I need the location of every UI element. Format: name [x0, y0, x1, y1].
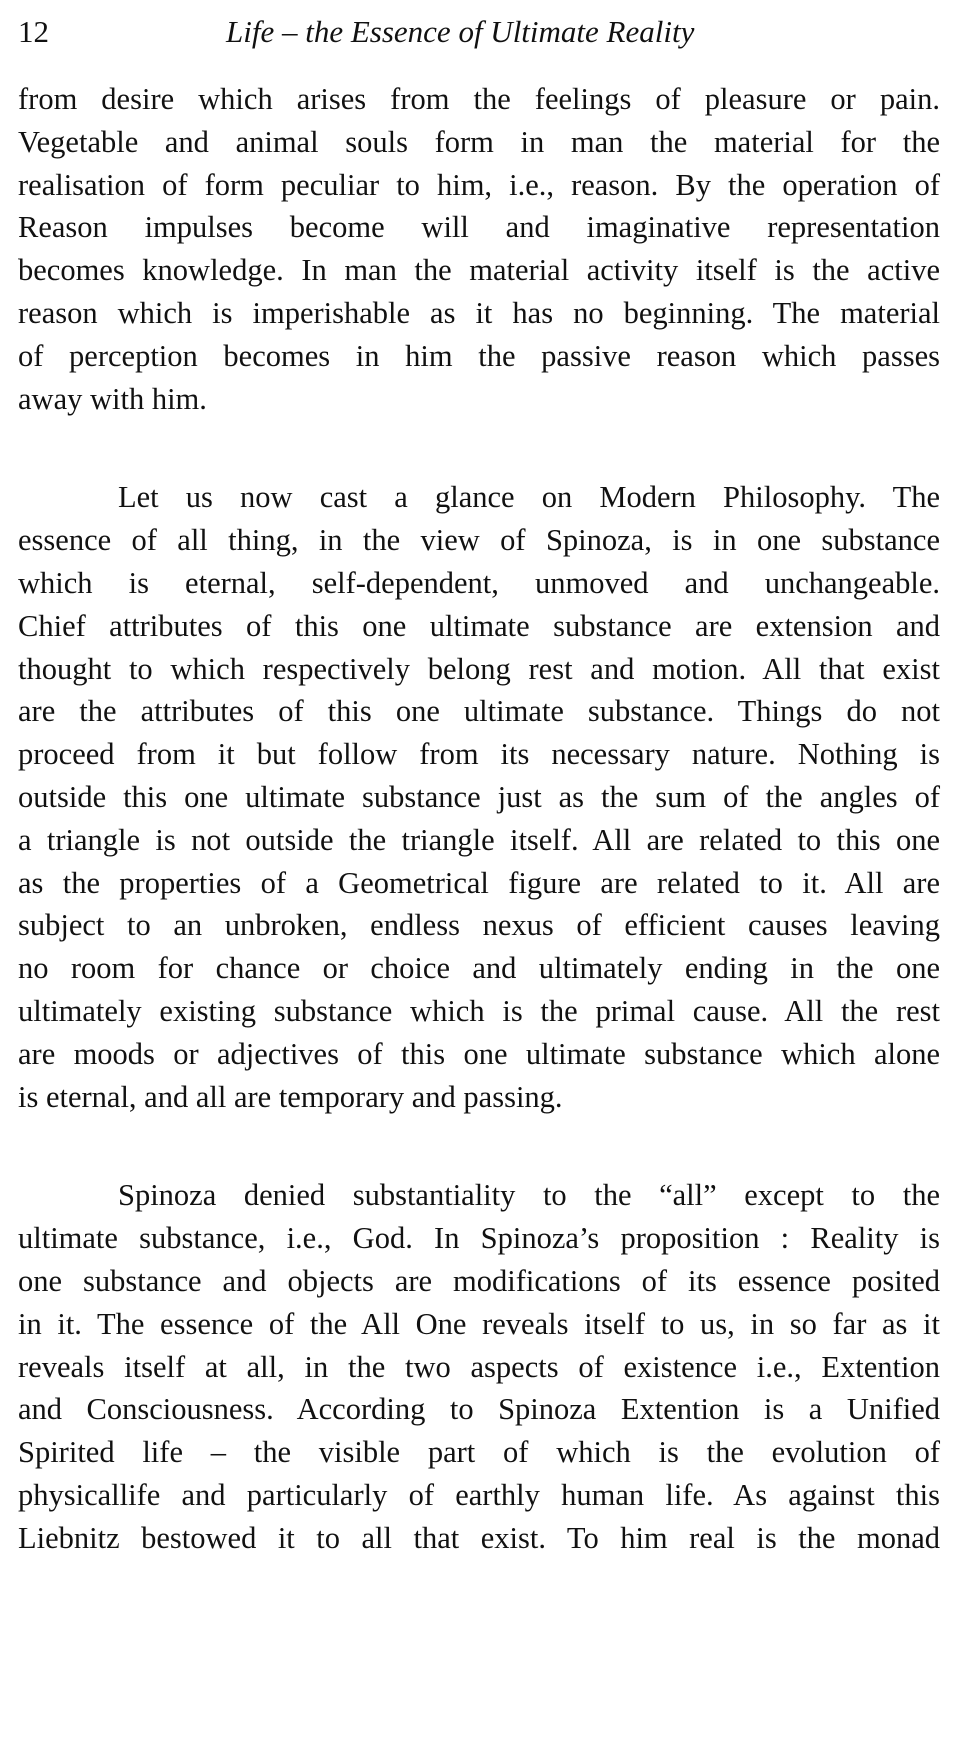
text-line: ultimate substance, i.e., God. In Spinoza’s proposition : Reality is — [18, 1221, 940, 1256]
body-text — [18, 78, 940, 1560]
text-line: are the attributes of this one ultimate substance. Things do not — [18, 694, 940, 729]
text-line: of perception becomes in him the passive reason which passes — [18, 338, 940, 373]
text-line: Let us now cast a glance on Modern Philosophy. The — [118, 480, 940, 515]
text-line: physicallife and particularly of earthly human life. As against this — [18, 1477, 940, 1512]
text-line: in it. The essence of the All One reveals itself to us, in so far as it — [18, 1306, 940, 1341]
paragraph-2 — [18, 476, 940, 1118]
paragraph-3 — [18, 1174, 940, 1559]
text-line: no room for chance or choice and ultimately ending in the one — [18, 951, 940, 986]
text-line: is eternal, and all are temporary and passing. — [18, 1079, 563, 1114]
text-line: which is eternal, self-dependent, unmoved and unchangeable. — [18, 565, 940, 600]
text-line: proceed from it but follow from its necessary nature. Nothing is — [18, 737, 940, 772]
text-line: one substance and objects are modifications of its essence posited — [18, 1263, 940, 1298]
text-line: reveals itself at all, in the two aspects of existence i.e., Extention — [18, 1349, 940, 1384]
text-line: away with him. — [18, 381, 207, 416]
text-line: from desire which arises from the feelings of pleasure or pain. — [18, 82, 940, 116]
text-line: essence of all thing, in the view of Spinoza, is in one substance — [18, 523, 940, 558]
text-line: reason which is imperishable as it has no beginning. The material — [18, 295, 940, 330]
text-line: Vegetable and animal souls form in man the material for the — [18, 124, 940, 159]
text-line: as the properties of a Geometrical figure are related to it. All are — [18, 865, 940, 900]
text-line: Reason impulses become will and imaginative representation — [18, 210, 940, 245]
text-line: Liebnitz bestowed it to all that exist. To him real is the monad — [18, 1520, 940, 1555]
page-number: 12 — [18, 14, 49, 49]
text-line: Chief attributes of this one ultimate substance are extension and — [18, 608, 940, 643]
running-title: Life – the Essence of Ultimate Reality — [226, 14, 695, 49]
text-line: outside this one ultimate substance just as the sum of the angles of — [18, 779, 940, 814]
paragraph-spacer — [18, 1118, 940, 1174]
text-line: subject to an unbroken, endless nexus of efficient causes leaving — [18, 908, 940, 943]
paragraph-spacer — [18, 420, 940, 476]
paragraph-1 — [18, 78, 940, 420]
text-line: becomes knowledge. In man the material activity itself is the active — [18, 253, 940, 288]
running-header — [18, 10, 940, 54]
text-line: a triangle is not outside the triangle itself. All are related to this one — [18, 822, 940, 857]
text-line: and Consciousness. According to Spinoza Extention is a Unified — [18, 1392, 940, 1427]
text-line: Spinoza denied substantiality to the “all” except to the — [118, 1178, 940, 1213]
text-line: Spirited life – the visible part of which is the evolution of — [18, 1435, 940, 1470]
text-line: ultimately existing substance which is the primal cause. All the rest — [18, 993, 940, 1028]
text-line: are moods or adjectives of this one ultimate substance which alone — [18, 1036, 940, 1071]
text-line: realisation of form peculiar to him, i.e., reason. By the operation of — [18, 167, 940, 202]
text-line: thought to which respectively belong rest and motion. All that exist — [18, 651, 940, 686]
